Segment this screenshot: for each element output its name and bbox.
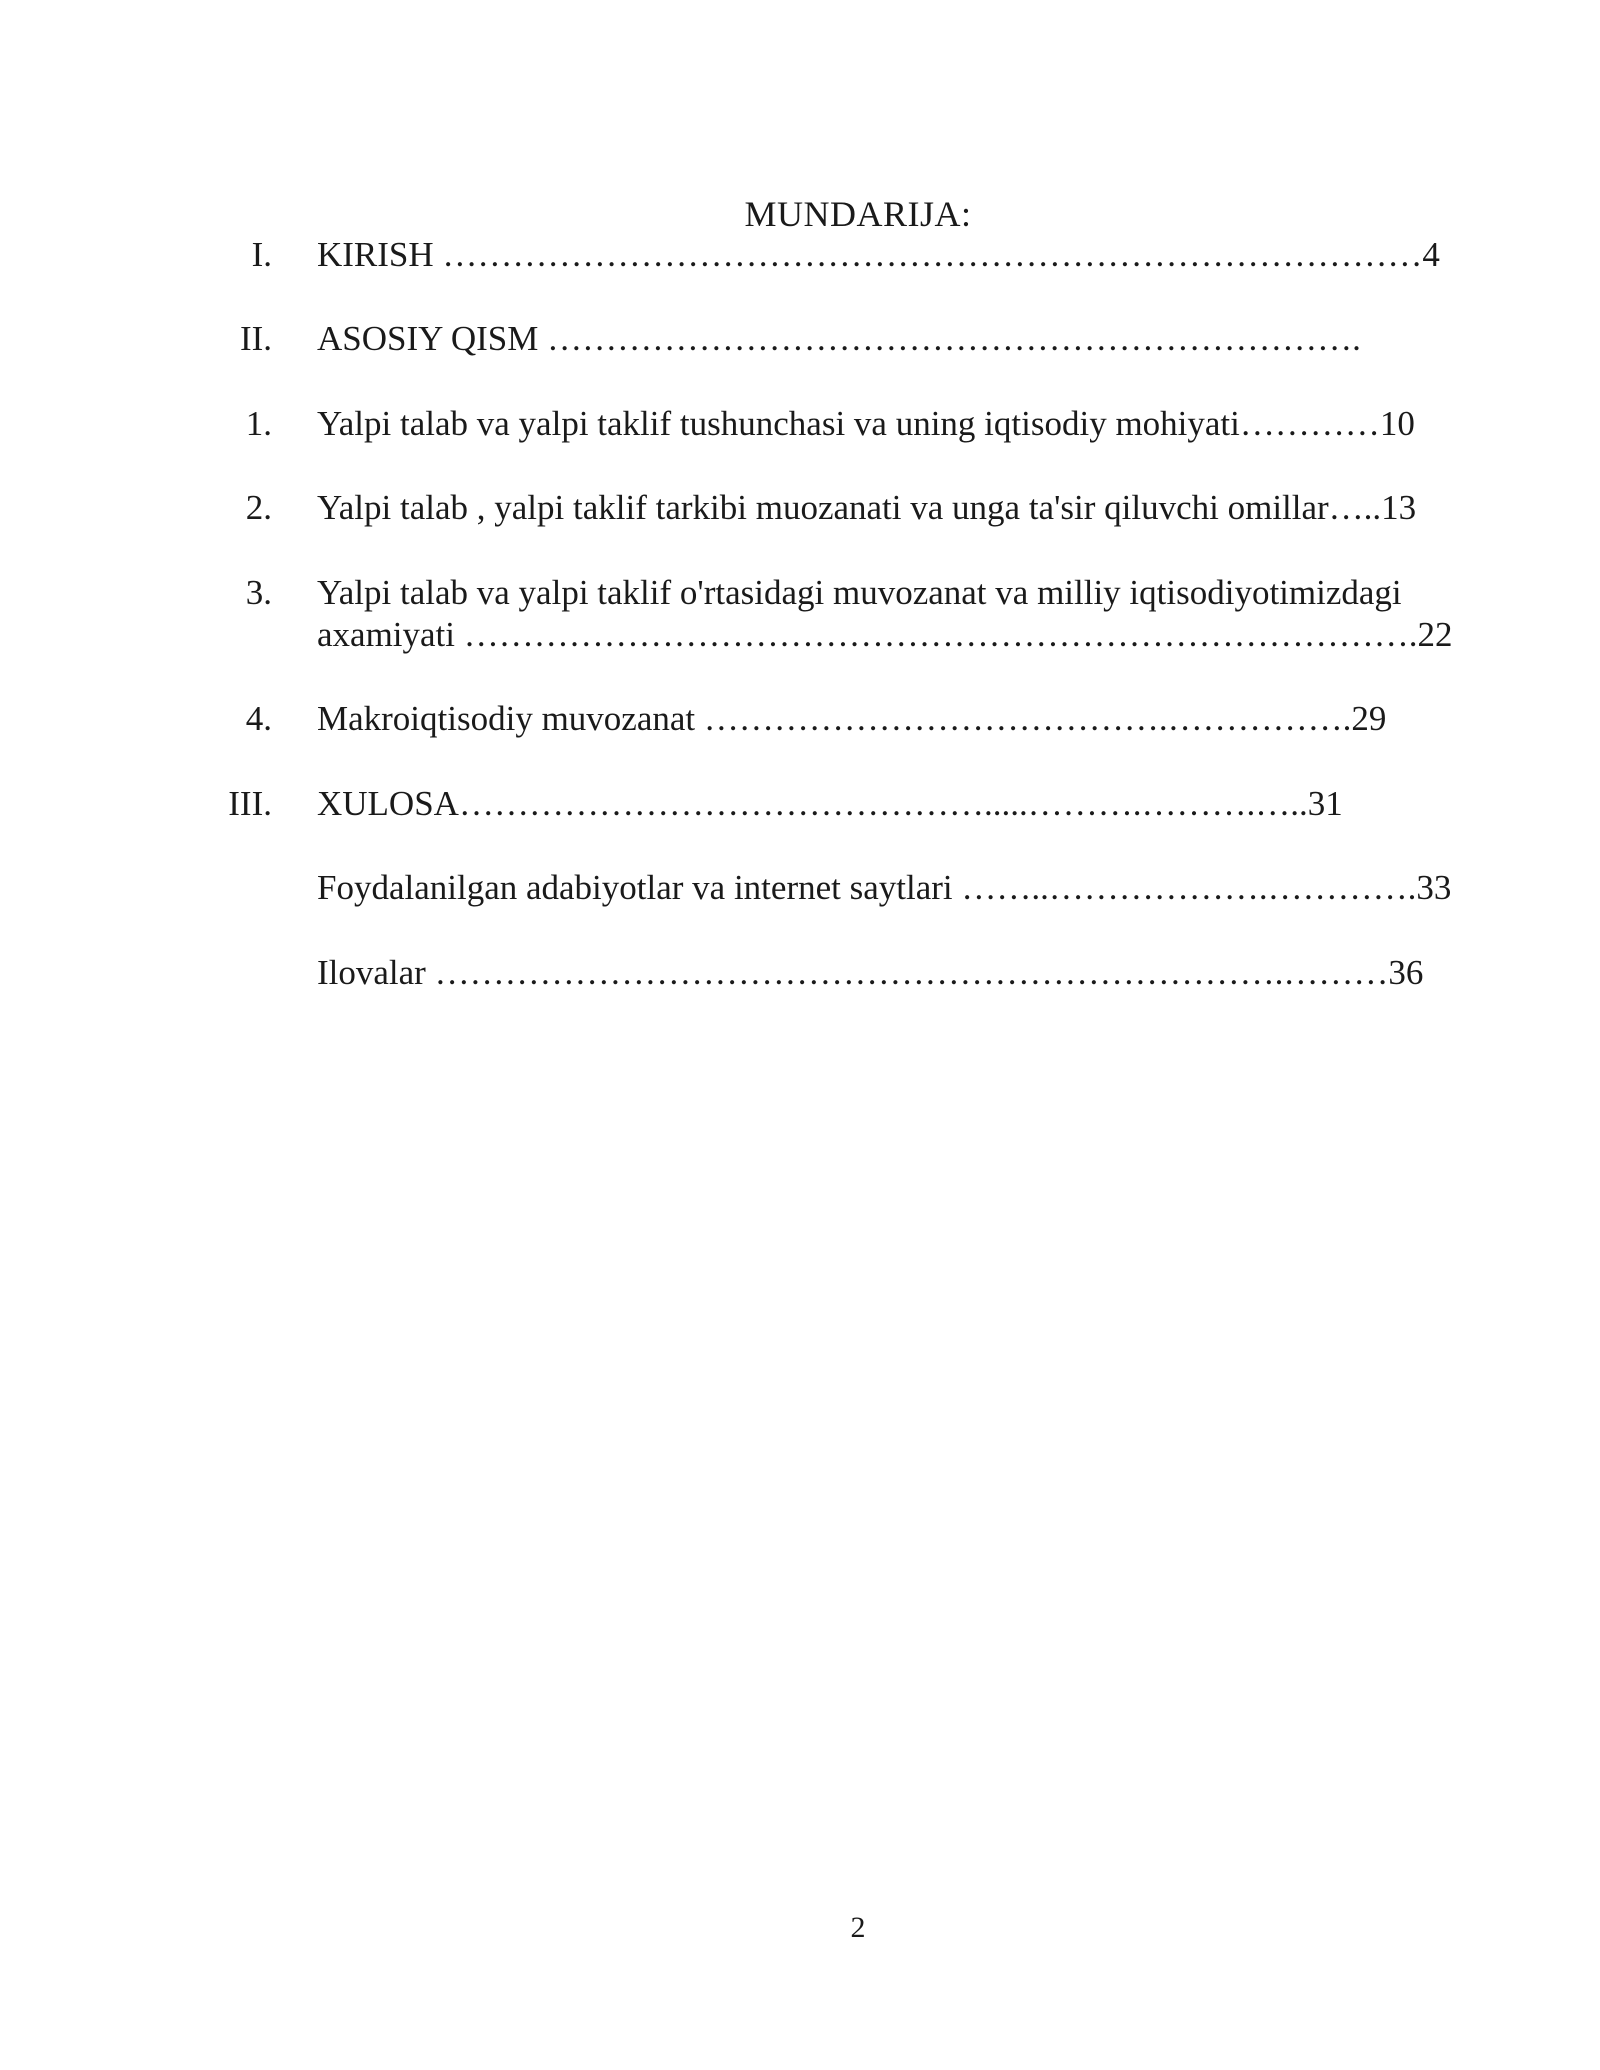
toc-entry-text: Foydalanilgan adabiyotlar va internet saytlari ……..……………….………….33 [317, 868, 1452, 907]
toc-entry-number: 4. [245, 699, 272, 738]
page-number: 2 [850, 1911, 866, 1944]
toc-entry-text: XULOSA……………………………………….....……….……….…..31 [317, 784, 1343, 823]
toc-entry-text: Yalpi talab , yalpi taklif tarkibi muozanati va unga ta'sir qiluvchi omillar…..13 [317, 488, 1417, 527]
toc-entry-text: KIRISH …………………………………………………………………………4 [317, 235, 1440, 274]
toc-entry-number: 2. [245, 488, 272, 527]
toc-title: MUNDARIJA: [744, 194, 972, 234]
toc-entry-number: 3. [245, 573, 272, 612]
toc-entry-number: 1. [245, 404, 272, 443]
toc-entry-number: II. [239, 319, 272, 358]
toc-entry-number: I. [251, 235, 272, 274]
toc-entry-number: III. [228, 784, 272, 823]
toc-entry-text: ASOSIY QISM ……………………………………………………………. [317, 319, 1361, 358]
toc-entry-text: Yalpi talab va yalpi taklif o'rtasidagi muvozanat va milliy iqtisodiyotimizdagi axamiyati ……………………………………………………………………….22 [317, 573, 1453, 654]
toc-entry-text: Ilovalar ……………………………………………………………….………36 [317, 953, 1424, 992]
toc-entry-text: Yalpi talab va yalpi taklif tushunchasi va uning iqtisodiy mohiyati…………10 [317, 404, 1415, 443]
toc-entry-text: Makroiqtisodiy muvozanat ………………………………….…………….29 [317, 699, 1387, 738]
